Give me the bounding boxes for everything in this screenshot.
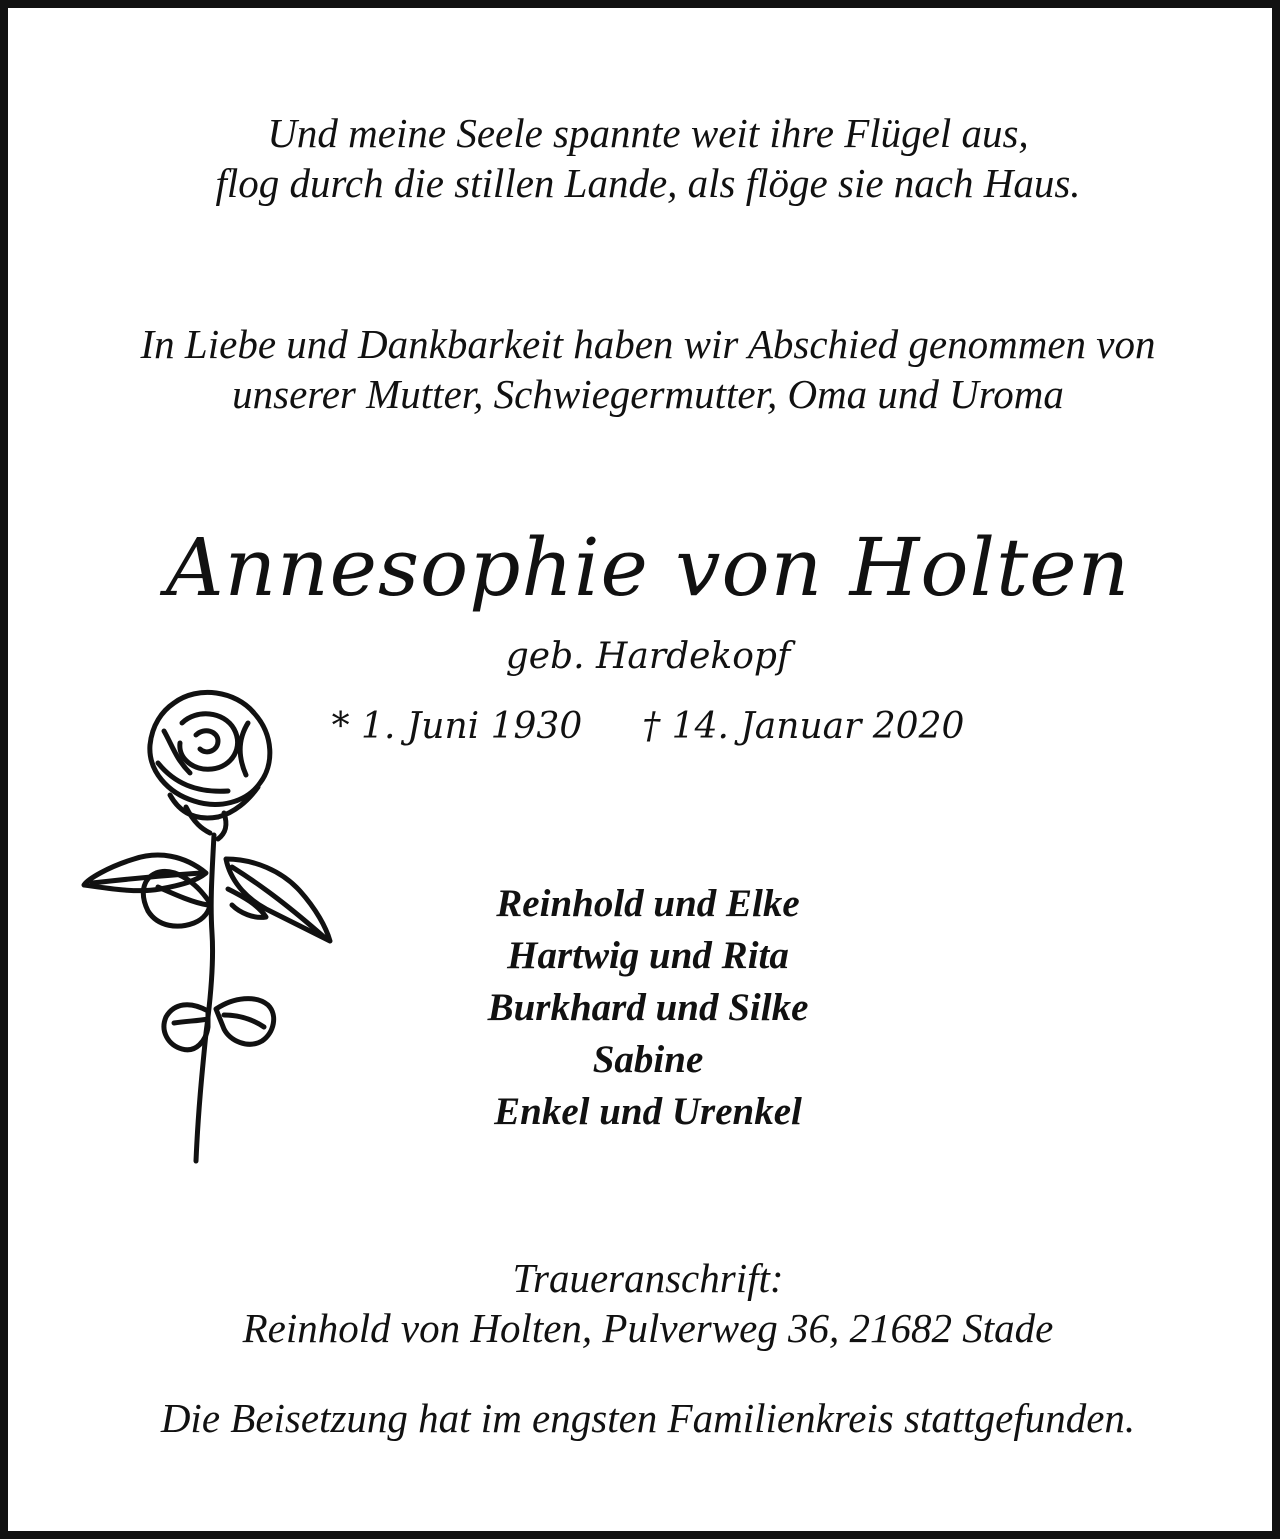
death-date: † 14. Januar 2020 [642,706,965,747]
address-value: Reinhold von Holten, Pulverweg 36, 21682 Stade [242,1305,1054,1351]
maiden-name: geb. Hardekopf [505,636,791,677]
poem-line-1: Und meine Seele spannte weit ihre Flügel aus, [267,110,1029,156]
intro-line-1: In Liebe und Dankbarkeit haben wir Abschied genommen von [140,321,1156,367]
intro-text [8,319,1280,419]
mourning-address [8,1253,1280,1353]
mourner-4: Sabine [592,1038,704,1081]
mourners-list [8,878,1280,1138]
mourner-2: Hartwig und Rita [507,934,789,977]
poem-line-2: flog durch die stillen Lande, als flöge sie nach Haus. [215,160,1081,206]
closing-note: Die Beisetzung hat im engsten Familienkreis stattgefunden. [160,1395,1136,1441]
poem-verse [8,108,1280,208]
mourner-1: Reinhold und Elke [496,882,800,925]
birth-date: * 1. Juni 1930 [331,706,583,747]
intro-line-2: unserer Mutter, Schwiegermutter, Oma und Uroma [232,371,1064,417]
deceased-name: Annesophie von Holten [165,521,1131,614]
address-label: Traueranschrift: [512,1255,784,1301]
mourner-5: Enkel und Urenkel [494,1090,802,1133]
mourner-3: Burkhard und Silke [487,986,809,1029]
